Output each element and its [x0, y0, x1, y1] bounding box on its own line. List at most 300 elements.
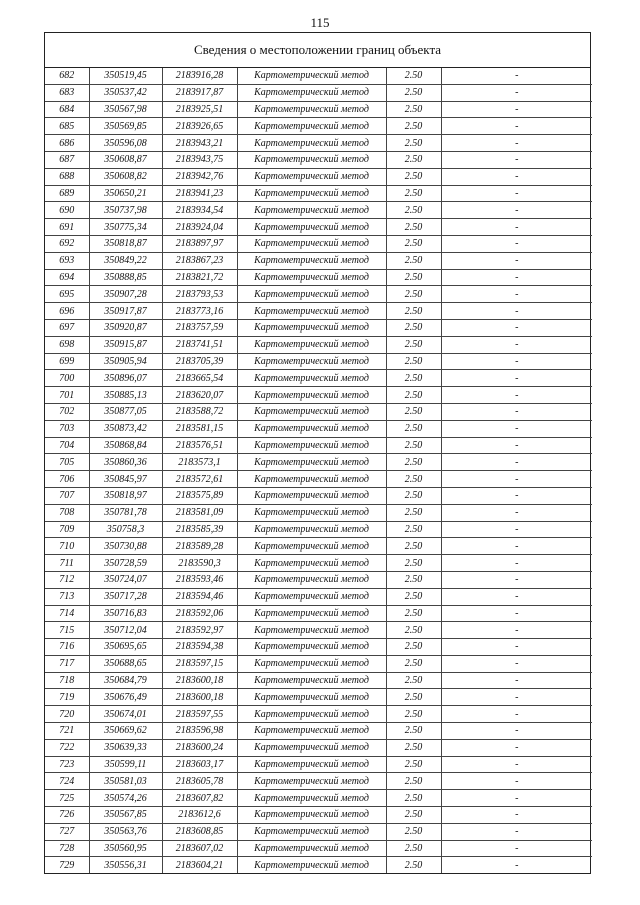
method-cell: Картометрический метод [237, 857, 386, 873]
point-number-cell: 715 [45, 622, 89, 639]
accuracy-cell: 2.50 [386, 135, 441, 152]
y-coordinate-cell: 2183572,61 [162, 471, 237, 488]
table-row [45, 252, 592, 269]
method-cell: Картометрический метод [237, 202, 386, 219]
x-coordinate-cell: 350860,36 [89, 454, 162, 471]
x-coordinate-cell: 350888,85 [89, 269, 162, 286]
accuracy-cell: 2.50 [386, 504, 441, 521]
table-row [45, 639, 592, 656]
x-coordinate-cell: 350608,87 [89, 151, 162, 168]
y-coordinate-cell: 2183924,04 [162, 219, 237, 236]
accuracy-cell: 2.50 [386, 286, 441, 303]
description-cell: - [441, 823, 592, 840]
y-coordinate-cell: 2183705,39 [162, 353, 237, 370]
description-cell: - [441, 857, 592, 873]
accuracy-cell: 2.50 [386, 84, 441, 101]
point-number-cell: 722 [45, 739, 89, 756]
method-cell: Картометрический метод [237, 252, 386, 269]
accuracy-cell: 2.50 [386, 622, 441, 639]
table-row [45, 454, 592, 471]
point-number-cell: 723 [45, 756, 89, 773]
accuracy-cell: 2.50 [386, 605, 441, 622]
accuracy-cell: 2.50 [386, 151, 441, 168]
point-number-cell: 719 [45, 689, 89, 706]
x-coordinate-cell: 350608,82 [89, 168, 162, 185]
accuracy-cell: 2.50 [386, 387, 441, 404]
description-cell: - [441, 672, 592, 689]
point-number-cell: 712 [45, 571, 89, 588]
method-cell: Картометрический метод [237, 605, 386, 622]
accuracy-cell: 2.50 [386, 235, 441, 252]
method-cell: Картометрический метод [237, 471, 386, 488]
table-row [45, 202, 592, 219]
x-coordinate-cell: 350717,28 [89, 588, 162, 605]
x-coordinate-cell: 350563,76 [89, 823, 162, 840]
x-coordinate-cell: 350599,11 [89, 756, 162, 773]
point-number-cell: 708 [45, 504, 89, 521]
accuracy-cell: 2.50 [386, 370, 441, 387]
accuracy-cell: 2.50 [386, 723, 441, 740]
method-cell: Картометрический метод [237, 168, 386, 185]
y-coordinate-cell: 2183897,97 [162, 235, 237, 252]
x-coordinate-cell: 350716,83 [89, 605, 162, 622]
table-row [45, 790, 592, 807]
method-cell: Картометрический метод [237, 538, 386, 555]
description-cell: - [441, 555, 592, 572]
description-cell: - [441, 706, 592, 723]
x-coordinate-cell: 350581,03 [89, 773, 162, 790]
x-coordinate-cell: 350556,31 [89, 857, 162, 873]
method-cell: Картометрический метод [237, 622, 386, 639]
x-coordinate-cell: 350920,87 [89, 319, 162, 336]
accuracy-cell: 2.50 [386, 168, 441, 185]
point-number-cell: 691 [45, 219, 89, 236]
method-cell: Картометрический метод [237, 823, 386, 840]
accuracy-cell: 2.50 [386, 857, 441, 873]
table-row [45, 588, 592, 605]
method-cell: Картометрический метод [237, 185, 386, 202]
description-cell: - [441, 353, 592, 370]
y-coordinate-cell: 2183665,54 [162, 370, 237, 387]
accuracy-cell: 2.50 [386, 639, 441, 656]
point-number-cell: 692 [45, 235, 89, 252]
y-coordinate-cell: 2183916,28 [162, 68, 237, 84]
y-coordinate-cell: 2183757,59 [162, 319, 237, 336]
y-coordinate-cell: 2183934,54 [162, 202, 237, 219]
description-cell: - [441, 454, 592, 471]
x-coordinate-cell: 350845,97 [89, 471, 162, 488]
point-number-cell: 682 [45, 68, 89, 84]
x-coordinate-cell: 350728,59 [89, 555, 162, 572]
method-cell: Картометрический метод [237, 571, 386, 588]
y-coordinate-cell: 2183581,09 [162, 504, 237, 521]
description-cell: - [441, 235, 592, 252]
point-number-cell: 700 [45, 370, 89, 387]
method-cell: Картометрический метод [237, 437, 386, 454]
method-cell: Картометрический метод [237, 336, 386, 353]
y-coordinate-cell: 2183925,51 [162, 101, 237, 118]
accuracy-cell: 2.50 [386, 118, 441, 135]
description-cell: - [441, 403, 592, 420]
method-cell: Картометрический метод [237, 773, 386, 790]
x-coordinate-cell: 350567,85 [89, 807, 162, 824]
x-coordinate-cell: 350519,45 [89, 68, 162, 84]
point-number-cell: 717 [45, 655, 89, 672]
description-cell: - [441, 269, 592, 286]
method-cell: Картометрический метод [237, 286, 386, 303]
table-row [45, 739, 592, 756]
description-cell: - [441, 118, 592, 135]
y-coordinate-cell: 2183594,38 [162, 639, 237, 656]
accuracy-cell: 2.50 [386, 336, 441, 353]
table-row [45, 723, 592, 740]
point-number-cell: 716 [45, 639, 89, 656]
method-cell: Картометрический метод [237, 655, 386, 672]
accuracy-cell: 2.50 [386, 571, 441, 588]
method-cell: Картометрический метод [237, 807, 386, 824]
y-coordinate-cell: 2183589,28 [162, 538, 237, 555]
table-row [45, 101, 592, 118]
y-coordinate-cell: 2183612,6 [162, 807, 237, 824]
x-coordinate-cell: 350730,88 [89, 538, 162, 555]
accuracy-cell: 2.50 [386, 420, 441, 437]
table-row [45, 84, 592, 101]
method-cell: Картометрический метод [237, 521, 386, 538]
method-cell: Картометрический метод [237, 219, 386, 236]
description-cell: - [441, 773, 592, 790]
table-row [45, 857, 592, 873]
table-row [45, 286, 592, 303]
x-coordinate-cell: 350849,22 [89, 252, 162, 269]
x-coordinate-cell: 350905,94 [89, 353, 162, 370]
description-cell: - [441, 370, 592, 387]
table-title: Сведения о местоположении границ объекта [45, 33, 590, 68]
point-number-cell: 709 [45, 521, 89, 538]
point-number-cell: 685 [45, 118, 89, 135]
y-coordinate-cell: 2183917,87 [162, 84, 237, 101]
method-cell: Картометрический метод [237, 672, 386, 689]
accuracy-cell: 2.50 [386, 773, 441, 790]
x-coordinate-cell: 350596,08 [89, 135, 162, 152]
method-cell: Картометрический метод [237, 235, 386, 252]
accuracy-cell: 2.50 [386, 68, 441, 84]
method-cell: Картометрический метод [237, 135, 386, 152]
description-cell: - [441, 756, 592, 773]
accuracy-cell: 2.50 [386, 437, 441, 454]
table-row [45, 840, 592, 857]
point-number-cell: 725 [45, 790, 89, 807]
x-coordinate-cell: 350684,79 [89, 672, 162, 689]
y-coordinate-cell: 2183590,3 [162, 555, 237, 572]
method-cell: Картометрический метод [237, 555, 386, 572]
x-coordinate-cell: 350781,78 [89, 504, 162, 521]
point-number-cell: 727 [45, 823, 89, 840]
description-cell: - [441, 723, 592, 740]
description-cell: - [441, 84, 592, 101]
table-row [45, 471, 592, 488]
method-cell: Картометрический метод [237, 387, 386, 404]
point-number-cell: 713 [45, 588, 89, 605]
y-coordinate-cell: 2183607,82 [162, 790, 237, 807]
point-number-cell: 701 [45, 387, 89, 404]
accuracy-cell: 2.50 [386, 739, 441, 756]
description-cell: - [441, 202, 592, 219]
table-row [45, 118, 592, 135]
table-row [45, 403, 592, 420]
accuracy-cell: 2.50 [386, 252, 441, 269]
description-cell: - [441, 655, 592, 672]
table-row [45, 706, 592, 723]
method-cell: Картометрический метод [237, 588, 386, 605]
description-cell: - [441, 807, 592, 824]
x-coordinate-cell: 350877,05 [89, 403, 162, 420]
x-coordinate-cell: 350676,49 [89, 689, 162, 706]
table-row [45, 555, 592, 572]
x-coordinate-cell: 350669,62 [89, 723, 162, 740]
method-cell: Картометрический метод [237, 303, 386, 320]
accuracy-cell: 2.50 [386, 823, 441, 840]
table-row [45, 387, 592, 404]
description-cell: - [441, 286, 592, 303]
x-coordinate-cell: 350775,34 [89, 219, 162, 236]
point-number-cell: 704 [45, 437, 89, 454]
accuracy-cell: 2.50 [386, 101, 441, 118]
description-cell: - [441, 840, 592, 857]
accuracy-cell: 2.50 [386, 790, 441, 807]
y-coordinate-cell: 2183607,02 [162, 840, 237, 857]
description-cell: - [441, 605, 592, 622]
accuracy-cell: 2.50 [386, 319, 441, 336]
table-row [45, 672, 592, 689]
boundary-table-sheet [44, 32, 591, 874]
x-coordinate-cell: 350560,95 [89, 840, 162, 857]
table-row [45, 689, 592, 706]
x-coordinate-cell: 350896,07 [89, 370, 162, 387]
y-coordinate-cell: 2183593,46 [162, 571, 237, 588]
method-cell: Картометрический метод [237, 353, 386, 370]
description-cell: - [441, 471, 592, 488]
point-number-cell: 697 [45, 319, 89, 336]
accuracy-cell: 2.50 [386, 655, 441, 672]
y-coordinate-cell: 2183867,23 [162, 252, 237, 269]
point-number-cell: 710 [45, 538, 89, 555]
method-cell: Картометрический метод [237, 420, 386, 437]
x-coordinate-cell: 350695,65 [89, 639, 162, 656]
point-number-cell: 706 [45, 471, 89, 488]
description-cell: - [441, 185, 592, 202]
description-cell: - [441, 319, 592, 336]
y-coordinate-cell: 2183741,51 [162, 336, 237, 353]
description-cell: - [441, 504, 592, 521]
y-coordinate-cell: 2183942,76 [162, 168, 237, 185]
table-row [45, 68, 592, 84]
method-cell: Картометрический метод [237, 454, 386, 471]
description-cell: - [441, 739, 592, 756]
method-cell: Картометрический метод [237, 504, 386, 521]
description-cell: - [441, 101, 592, 118]
method-cell: Картометрический метод [237, 639, 386, 656]
point-number-cell: 686 [45, 135, 89, 152]
table-row [45, 807, 592, 824]
table-row [45, 622, 592, 639]
description-cell: - [441, 151, 592, 168]
page-number: 115 [310, 15, 330, 30]
x-coordinate-cell: 350818,87 [89, 235, 162, 252]
point-number-cell: 705 [45, 454, 89, 471]
y-coordinate-cell: 2183600,18 [162, 689, 237, 706]
description-cell: - [441, 689, 592, 706]
point-number-cell: 698 [45, 336, 89, 353]
y-coordinate-cell: 2183620,07 [162, 387, 237, 404]
description-cell: - [441, 790, 592, 807]
accuracy-cell: 2.50 [386, 487, 441, 504]
table-row [45, 504, 592, 521]
point-number-cell: 718 [45, 672, 89, 689]
y-coordinate-cell: 2183592,97 [162, 622, 237, 639]
accuracy-cell: 2.50 [386, 689, 441, 706]
table-row [45, 235, 592, 252]
table-row [45, 437, 592, 454]
table-row [45, 571, 592, 588]
y-coordinate-cell: 2183773,16 [162, 303, 237, 320]
accuracy-cell: 2.50 [386, 403, 441, 420]
point-number-cell: 683 [45, 84, 89, 101]
accuracy-cell: 2.50 [386, 538, 441, 555]
method-cell: Картометрический метод [237, 101, 386, 118]
x-coordinate-cell: 350915,87 [89, 336, 162, 353]
accuracy-cell: 2.50 [386, 521, 441, 538]
method-cell: Картометрический метод [237, 689, 386, 706]
y-coordinate-cell: 2183926,65 [162, 118, 237, 135]
accuracy-cell: 2.50 [386, 219, 441, 236]
y-coordinate-cell: 2183603,17 [162, 756, 237, 773]
point-number-cell: 693 [45, 252, 89, 269]
point-number-cell: 729 [45, 857, 89, 873]
method-cell: Картометрический метод [237, 370, 386, 387]
point-number-cell: 711 [45, 555, 89, 572]
point-number-cell: 703 [45, 420, 89, 437]
description-cell: - [441, 639, 592, 656]
description-cell: - [441, 303, 592, 320]
description-cell: - [441, 219, 592, 236]
table-row [45, 605, 592, 622]
x-coordinate-cell: 350885,13 [89, 387, 162, 404]
x-coordinate-cell: 350873,42 [89, 420, 162, 437]
table-row [45, 135, 592, 152]
table-row [45, 336, 592, 353]
method-cell: Картометрический метод [237, 487, 386, 504]
y-coordinate-cell: 2183943,75 [162, 151, 237, 168]
table-row [45, 487, 592, 504]
table-row [45, 370, 592, 387]
table-row [45, 521, 592, 538]
method-cell: Картометрический метод [237, 319, 386, 336]
accuracy-cell: 2.50 [386, 202, 441, 219]
y-coordinate-cell: 2183592,06 [162, 605, 237, 622]
point-number-cell: 699 [45, 353, 89, 370]
x-coordinate-cell: 350574,26 [89, 790, 162, 807]
y-coordinate-cell: 2183608,85 [162, 823, 237, 840]
point-number-cell: 721 [45, 723, 89, 740]
point-number-cell: 724 [45, 773, 89, 790]
method-cell: Картометрический метод [237, 68, 386, 84]
table-row [45, 185, 592, 202]
method-cell: Картометрический метод [237, 118, 386, 135]
y-coordinate-cell: 2183596,98 [162, 723, 237, 740]
table-row [45, 303, 592, 320]
table-row [45, 823, 592, 840]
method-cell: Картометрический метод [237, 756, 386, 773]
y-coordinate-cell: 2183597,55 [162, 706, 237, 723]
table-row [45, 655, 592, 672]
x-coordinate-cell: 350674,01 [89, 706, 162, 723]
point-number-cell: 688 [45, 168, 89, 185]
point-number-cell: 714 [45, 605, 89, 622]
method-cell: Картометрический метод [237, 84, 386, 101]
x-coordinate-cell: 350712,04 [89, 622, 162, 639]
table-row [45, 219, 592, 236]
method-cell: Картометрический метод [237, 790, 386, 807]
table-row [45, 420, 592, 437]
y-coordinate-cell: 2183600,18 [162, 672, 237, 689]
point-number-cell: 689 [45, 185, 89, 202]
accuracy-cell: 2.50 [386, 672, 441, 689]
table-row [45, 151, 592, 168]
y-coordinate-cell: 2183793,53 [162, 286, 237, 303]
table-row [45, 168, 592, 185]
x-coordinate-cell: 350917,87 [89, 303, 162, 320]
accuracy-cell: 2.50 [386, 454, 441, 471]
y-coordinate-cell: 2183604,21 [162, 857, 237, 873]
description-cell: - [441, 420, 592, 437]
y-coordinate-cell: 2183943,21 [162, 135, 237, 152]
table-row [45, 538, 592, 555]
accuracy-cell: 2.50 [386, 756, 441, 773]
accuracy-cell: 2.50 [386, 807, 441, 824]
table-row [45, 269, 592, 286]
x-coordinate-cell: 350650,21 [89, 185, 162, 202]
y-coordinate-cell: 2183941,23 [162, 185, 237, 202]
description-cell: - [441, 487, 592, 504]
x-coordinate-cell: 350688,65 [89, 655, 162, 672]
method-cell: Картометрический метод [237, 706, 386, 723]
y-coordinate-cell: 2183588,72 [162, 403, 237, 420]
table-row [45, 319, 592, 336]
y-coordinate-cell: 2183600,24 [162, 739, 237, 756]
point-number-cell: 720 [45, 706, 89, 723]
x-coordinate-cell: 350737,98 [89, 202, 162, 219]
table-row [45, 756, 592, 773]
method-cell: Картометрический метод [237, 840, 386, 857]
point-number-cell: 696 [45, 303, 89, 320]
description-cell: - [441, 538, 592, 555]
point-number-cell: 702 [45, 403, 89, 420]
y-coordinate-cell: 2183575,89 [162, 487, 237, 504]
y-coordinate-cell: 2183594,46 [162, 588, 237, 605]
description-cell: - [441, 521, 592, 538]
x-coordinate-cell: 350907,28 [89, 286, 162, 303]
method-cell: Картометрический метод [237, 739, 386, 756]
x-coordinate-cell: 350724,07 [89, 571, 162, 588]
method-cell: Картометрический метод [237, 723, 386, 740]
x-coordinate-cell: 350818,97 [89, 487, 162, 504]
y-coordinate-cell: 2183576,51 [162, 437, 237, 454]
description-cell: - [441, 252, 592, 269]
description-cell: - [441, 588, 592, 605]
accuracy-cell: 2.50 [386, 269, 441, 286]
point-number-cell: 726 [45, 807, 89, 824]
point-number-cell: 694 [45, 269, 89, 286]
